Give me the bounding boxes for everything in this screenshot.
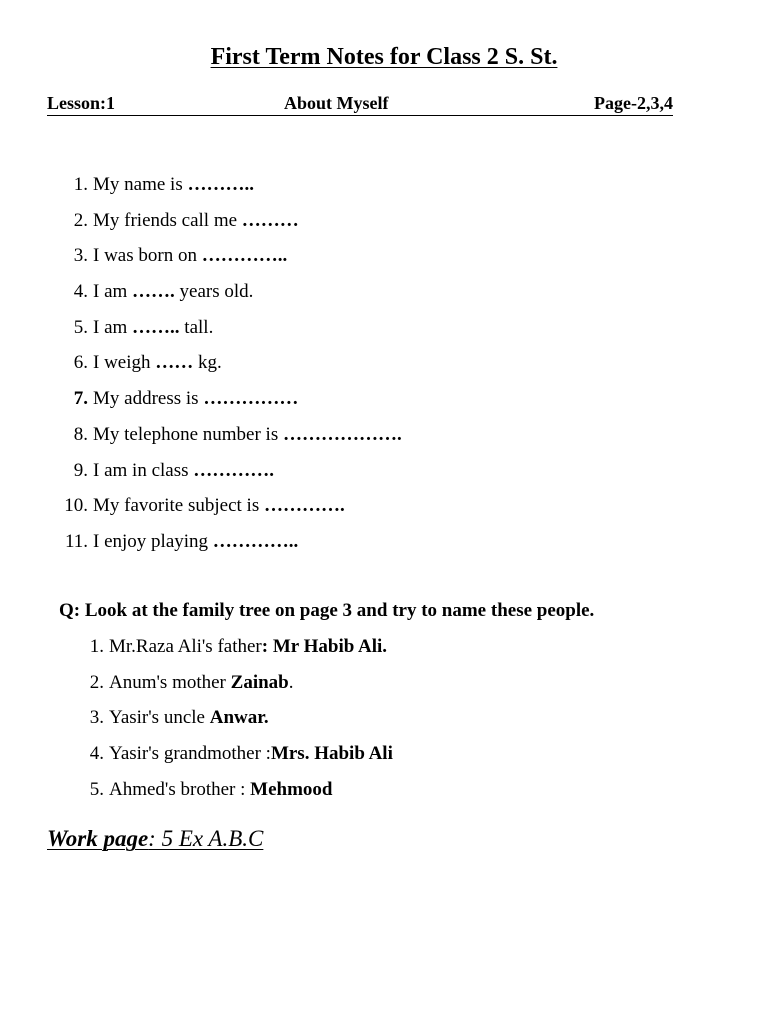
item-suffix: . xyxy=(288,671,294,693)
list-item xyxy=(64,777,744,813)
list-item xyxy=(48,243,728,279)
item-text: My name is xyxy=(93,174,188,195)
list-item xyxy=(48,493,728,529)
item-text: Yasir's uncle xyxy=(109,707,210,729)
item-text: I am in class xyxy=(93,459,194,481)
lesson-header xyxy=(47,93,673,116)
blank-dots: ……. xyxy=(132,281,175,303)
list-item xyxy=(48,529,728,565)
item-answer: Mrs. Habib Ali xyxy=(270,743,393,765)
item-text: My telephone number is xyxy=(93,423,283,445)
item-text: Mr.Raza Ali's father xyxy=(109,636,262,657)
page-title xyxy=(0,44,768,71)
work-page-reference xyxy=(47,826,263,852)
about-myself-list xyxy=(48,172,728,565)
item-number: 5. xyxy=(73,316,88,338)
item-number: 4. xyxy=(73,281,88,303)
item-number: 3. xyxy=(89,707,104,729)
lesson-pages: Page-2,3,4 xyxy=(594,93,673,113)
list-item xyxy=(48,422,728,458)
item-answer: Mehmood xyxy=(250,778,333,800)
list-item xyxy=(64,741,744,777)
blank-dots: ……….. xyxy=(187,174,254,195)
blank-dots: …… xyxy=(155,352,194,374)
list-item xyxy=(48,350,728,386)
item-number: 4. xyxy=(89,743,104,765)
item-text: I was born on xyxy=(93,245,202,267)
item-text: My friends call me xyxy=(93,209,242,231)
blank-dots: ………………. xyxy=(282,423,402,445)
item-number: 5. xyxy=(89,778,104,800)
blank-dots: …………. xyxy=(263,495,345,517)
item-number: 8. xyxy=(73,423,88,445)
item-number: 2. xyxy=(89,671,104,693)
list-item xyxy=(64,705,744,741)
item-suffix: kg. xyxy=(193,352,222,374)
item-text: I am xyxy=(93,316,133,338)
item-text: I am xyxy=(93,281,133,303)
item-number: 1. xyxy=(89,636,104,657)
lesson-number: Lesson:1 xyxy=(47,93,116,113)
item-answer: : Mr Habib Ali. xyxy=(261,636,388,657)
list-item xyxy=(48,172,728,208)
item-text: I enjoy playing xyxy=(93,530,213,552)
list-item xyxy=(48,315,728,351)
family-tree-question: Q: Look at the family tree on page 3 and try to name these people. xyxy=(59,600,595,621)
list-item xyxy=(64,634,744,670)
work-page-label: Work page xyxy=(47,826,149,851)
work-page-exercise: : 5 Ex A.B.C xyxy=(148,826,264,851)
item-number: 9. xyxy=(73,459,88,481)
item-number: 10. xyxy=(64,495,88,517)
item-number: 1. xyxy=(73,174,88,195)
list-item xyxy=(48,458,728,494)
item-suffix: tall. xyxy=(179,316,214,338)
item-text: Yasir's grandmother : xyxy=(109,743,271,765)
page-title-text: First Term Notes for Class 2 S. St. xyxy=(210,44,558,70)
item-number: 6. xyxy=(73,352,88,374)
item-number: 2. xyxy=(73,209,88,231)
item-number: 7. xyxy=(73,388,88,410)
blank-dots: ………….. xyxy=(201,245,288,267)
item-text: I weigh xyxy=(93,352,156,374)
list-item xyxy=(48,386,728,422)
blank-dots: …………… xyxy=(203,388,299,410)
item-answer: Anwar. xyxy=(209,707,269,729)
blank-dots: …………. xyxy=(193,459,275,481)
list-item xyxy=(48,279,728,315)
list-item xyxy=(64,670,744,706)
item-answer: Zainab xyxy=(230,671,289,693)
item-number: 3. xyxy=(73,245,88,267)
item-text: Anum's mother xyxy=(109,671,231,693)
item-suffix: years old. xyxy=(174,281,254,303)
family-tree-answers-list xyxy=(64,634,744,812)
blank-dots: …….. xyxy=(132,316,180,338)
item-text: My favorite subject is xyxy=(93,495,264,517)
item-number: 11. xyxy=(64,530,88,552)
blank-dots: ……… xyxy=(241,209,299,231)
item-text: Ahmed's brother : xyxy=(109,778,251,800)
blank-dots: ………….. xyxy=(212,530,299,552)
lesson-title: About Myself xyxy=(284,93,389,113)
list-item xyxy=(48,208,728,244)
item-text: My address is xyxy=(93,388,204,410)
